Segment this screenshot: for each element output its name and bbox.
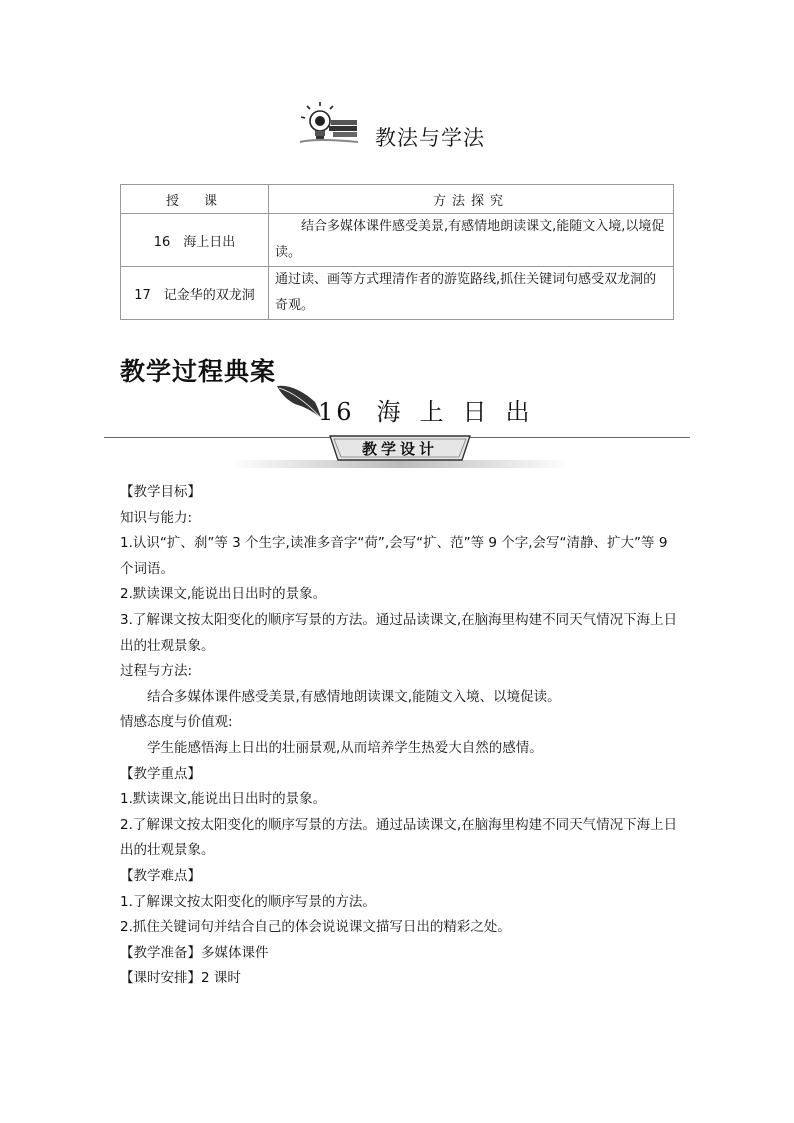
method-table [120, 184, 674, 320]
quill-icon [275, 380, 323, 420]
lesson-title [318, 392, 549, 427]
lesson-char: 出 [505, 398, 533, 426]
preparation-label: 【教学准备】 [120, 944, 201, 961]
difficult-points-heading: 【教学难点】 [120, 867, 201, 884]
key-points-heading: 【教学重点】 [120, 765, 201, 782]
column-header-method: 方法探究 [269, 185, 674, 214]
goal-item: 2.默读课文,能说出日出时的景象。 [120, 586, 327, 603]
lightbulb-books-icon [298, 102, 364, 148]
lesson-number: 16 [318, 398, 355, 426]
table-row [121, 267, 674, 320]
process-text: 结合多媒体课件感受美景,有感情地朗读课文,能随文入境、以境促读。 [147, 688, 561, 705]
process-heading: 过程与方法: [120, 663, 193, 680]
goals-heading: 【教学目标】 [120, 484, 201, 500]
key-point-item: 2.了解课文按太阳变化的顺序写景的方法。通过品读课文,在脑海里构建不同天气情况下海上日出的壮观景象。 [120, 816, 678, 859]
lesson-cell: 17 记金华的双龙洞 [121, 267, 269, 320]
preparation-value: 多媒体课件 [201, 944, 269, 961]
column-header-lesson: 授 课 [121, 185, 269, 214]
lesson-plan-body [120, 480, 680, 992]
key-point-item: 1.默读课文,能说出日出时的景象。 [120, 791, 327, 808]
method-cell: 结合多媒体课件感受美景,有感情地朗读课文,能随文入境,以境促读。 [269, 214, 674, 267]
knowledge-heading: 知识与能力: [120, 509, 193, 526]
method-cell: 通过读、画等方式理清作者的游览路线,抓住关键词句感受双龙洞的奇观。 [269, 267, 674, 320]
schedule-label: 【课时安排】 [120, 970, 201, 987]
difficult-point-item: 1.了解课文按太阳变化的顺序写景的方法。 [120, 893, 376, 910]
header-title: 教法与学法 [375, 126, 485, 150]
lesson-cell: 16 海上日出 [121, 214, 269, 267]
emotion-text: 学生能感悟海上日出的壮丽景观,从而培养学生热爱大自然的感情。 [147, 739, 543, 756]
section-title: 教学过程典案 [120, 357, 277, 386]
table-row [121, 214, 674, 267]
banner-label: 教学设计 [361, 440, 438, 458]
schedule-value: 2 课时 [201, 970, 241, 987]
preparation-line [120, 941, 680, 967]
table-header-row [121, 185, 674, 214]
goal-item: 3.了解课文按太阳变化的顺序写景的方法。通过品读课文,在脑海里构建不同天气情况下海上日出的壮观景象。 [120, 611, 678, 654]
emotion-heading: 情感态度与价值观: [120, 714, 233, 731]
lesson-char: 海 [376, 398, 404, 426]
schedule-line [120, 966, 680, 992]
lesson-char: 日 [462, 398, 490, 426]
page-header [0, 100, 794, 150]
lesson-char: 上 [419, 398, 447, 426]
goal-item: 1.认识“扩、刹”等 3 个生字,读准多音字“荷”,会写“扩、范”等 9 个字,会写“清静、扩大”等 9 个词语。 [120, 535, 668, 577]
difficult-point-item: 2.抓住关键词句并结合自己的体会说说课文描写日出的精彩之处。 [120, 919, 511, 936]
